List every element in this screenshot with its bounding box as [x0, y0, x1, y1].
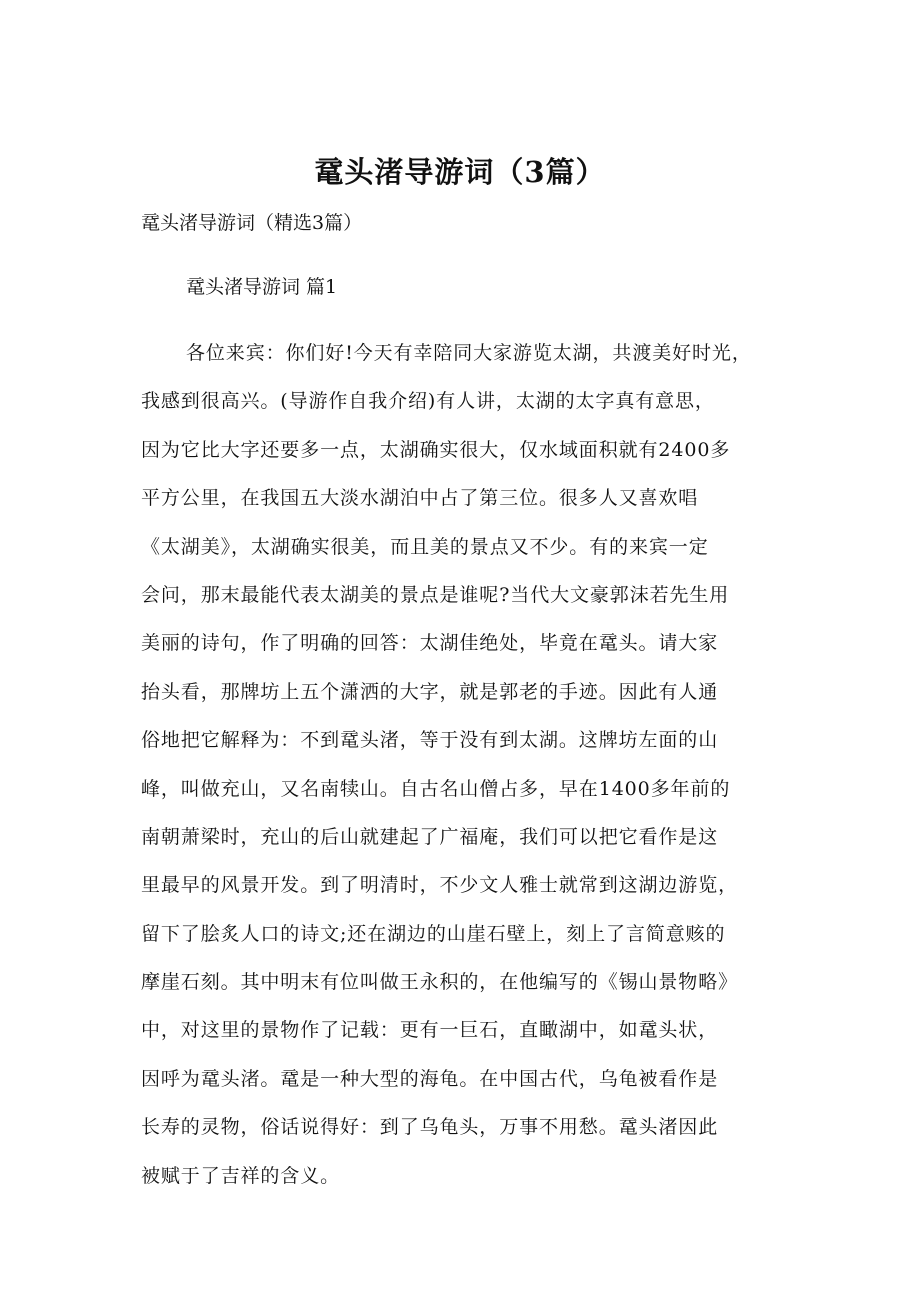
paragraph-line: 南朝萧梁时，充山的后山就建起了广福庵，我们可以把它看作是这: [141, 825, 719, 848]
document-subtitle: 鼋头渚导游词（精选3篇）: [141, 212, 363, 234]
paragraph-line: 长寿的灵物，俗话说得好：到了乌龟头，万事不用愁。鼋头渚因此: [141, 1116, 719, 1139]
paragraph-line: 抬头看，那牌坊上五个潇洒的大字，就是郭老的手迹。因此有人通: [141, 680, 719, 703]
body-paragraph: [141, 329, 821, 1200]
paragraph-line: 中，对这里的景物作了记载：更有一巨石，直瞰湖中，如鼋头状，: [141, 1019, 719, 1042]
paragraph-line: 平方公里，在我国五大淡水湖泊中占了第三位。很多人又喜欢唱: [141, 487, 699, 510]
paragraph-line: 被赋于了吉祥的含义。: [141, 1164, 341, 1187]
paragraph-line: 美丽的诗句，作了明确的回答：太湖佳绝处，毕竟在鼋头。请大家: [141, 632, 719, 655]
paragraph-line: 俗地把它解释为：不到鼋头渚，等于没有到太湖。这牌坊左面的山: [141, 729, 719, 752]
paragraph-line: 因呼为鼋头渚。鼋是一种大型的海龟。在中国古代，乌龟被看作是: [141, 1067, 719, 1090]
paragraph-line: 留下了脍炙人口的诗文;还在湖边的山崖石壁上，刻上了言简意赅的: [141, 922, 726, 945]
paragraph-line: 《太湖美》，太湖确实很美，而且美的景点又不少。有的来宾一定: [141, 535, 709, 558]
section-heading: 鼋头渚导游词 篇1: [186, 276, 338, 298]
paragraph-line: 里最早的风景开发。到了明清时，不少文人雅士就常到这湖边游览，: [141, 874, 739, 897]
paragraph-line: 因为它比大字还要多一点，太湖确实很大，仅水域面积就有2400多: [141, 438, 731, 461]
document-title: 鼋头渚导游词（3篇）: [314, 155, 606, 189]
paragraph-line: 会问，那末最能代表太湖美的景点是谁呢?当代大文豪郭沫若先生用: [141, 583, 730, 606]
paragraph-line: 各位来宾：你们好!今天有幸陪同大家游览太湖，共渡美好时光，: [186, 342, 752, 364]
paragraph-line: 我感到很高兴。(导游作自我介绍)有人讲，太湖的太字真有意思，: [141, 390, 715, 413]
paragraph-line: 摩崖石刻。其中明末有位叫做王永积的，在他编写的《锡山景物略》: [141, 971, 739, 994]
paragraph-line: 峰，叫做充山，又名南犊山。自古名山僧占多，早在1400多年前的: [141, 777, 731, 800]
